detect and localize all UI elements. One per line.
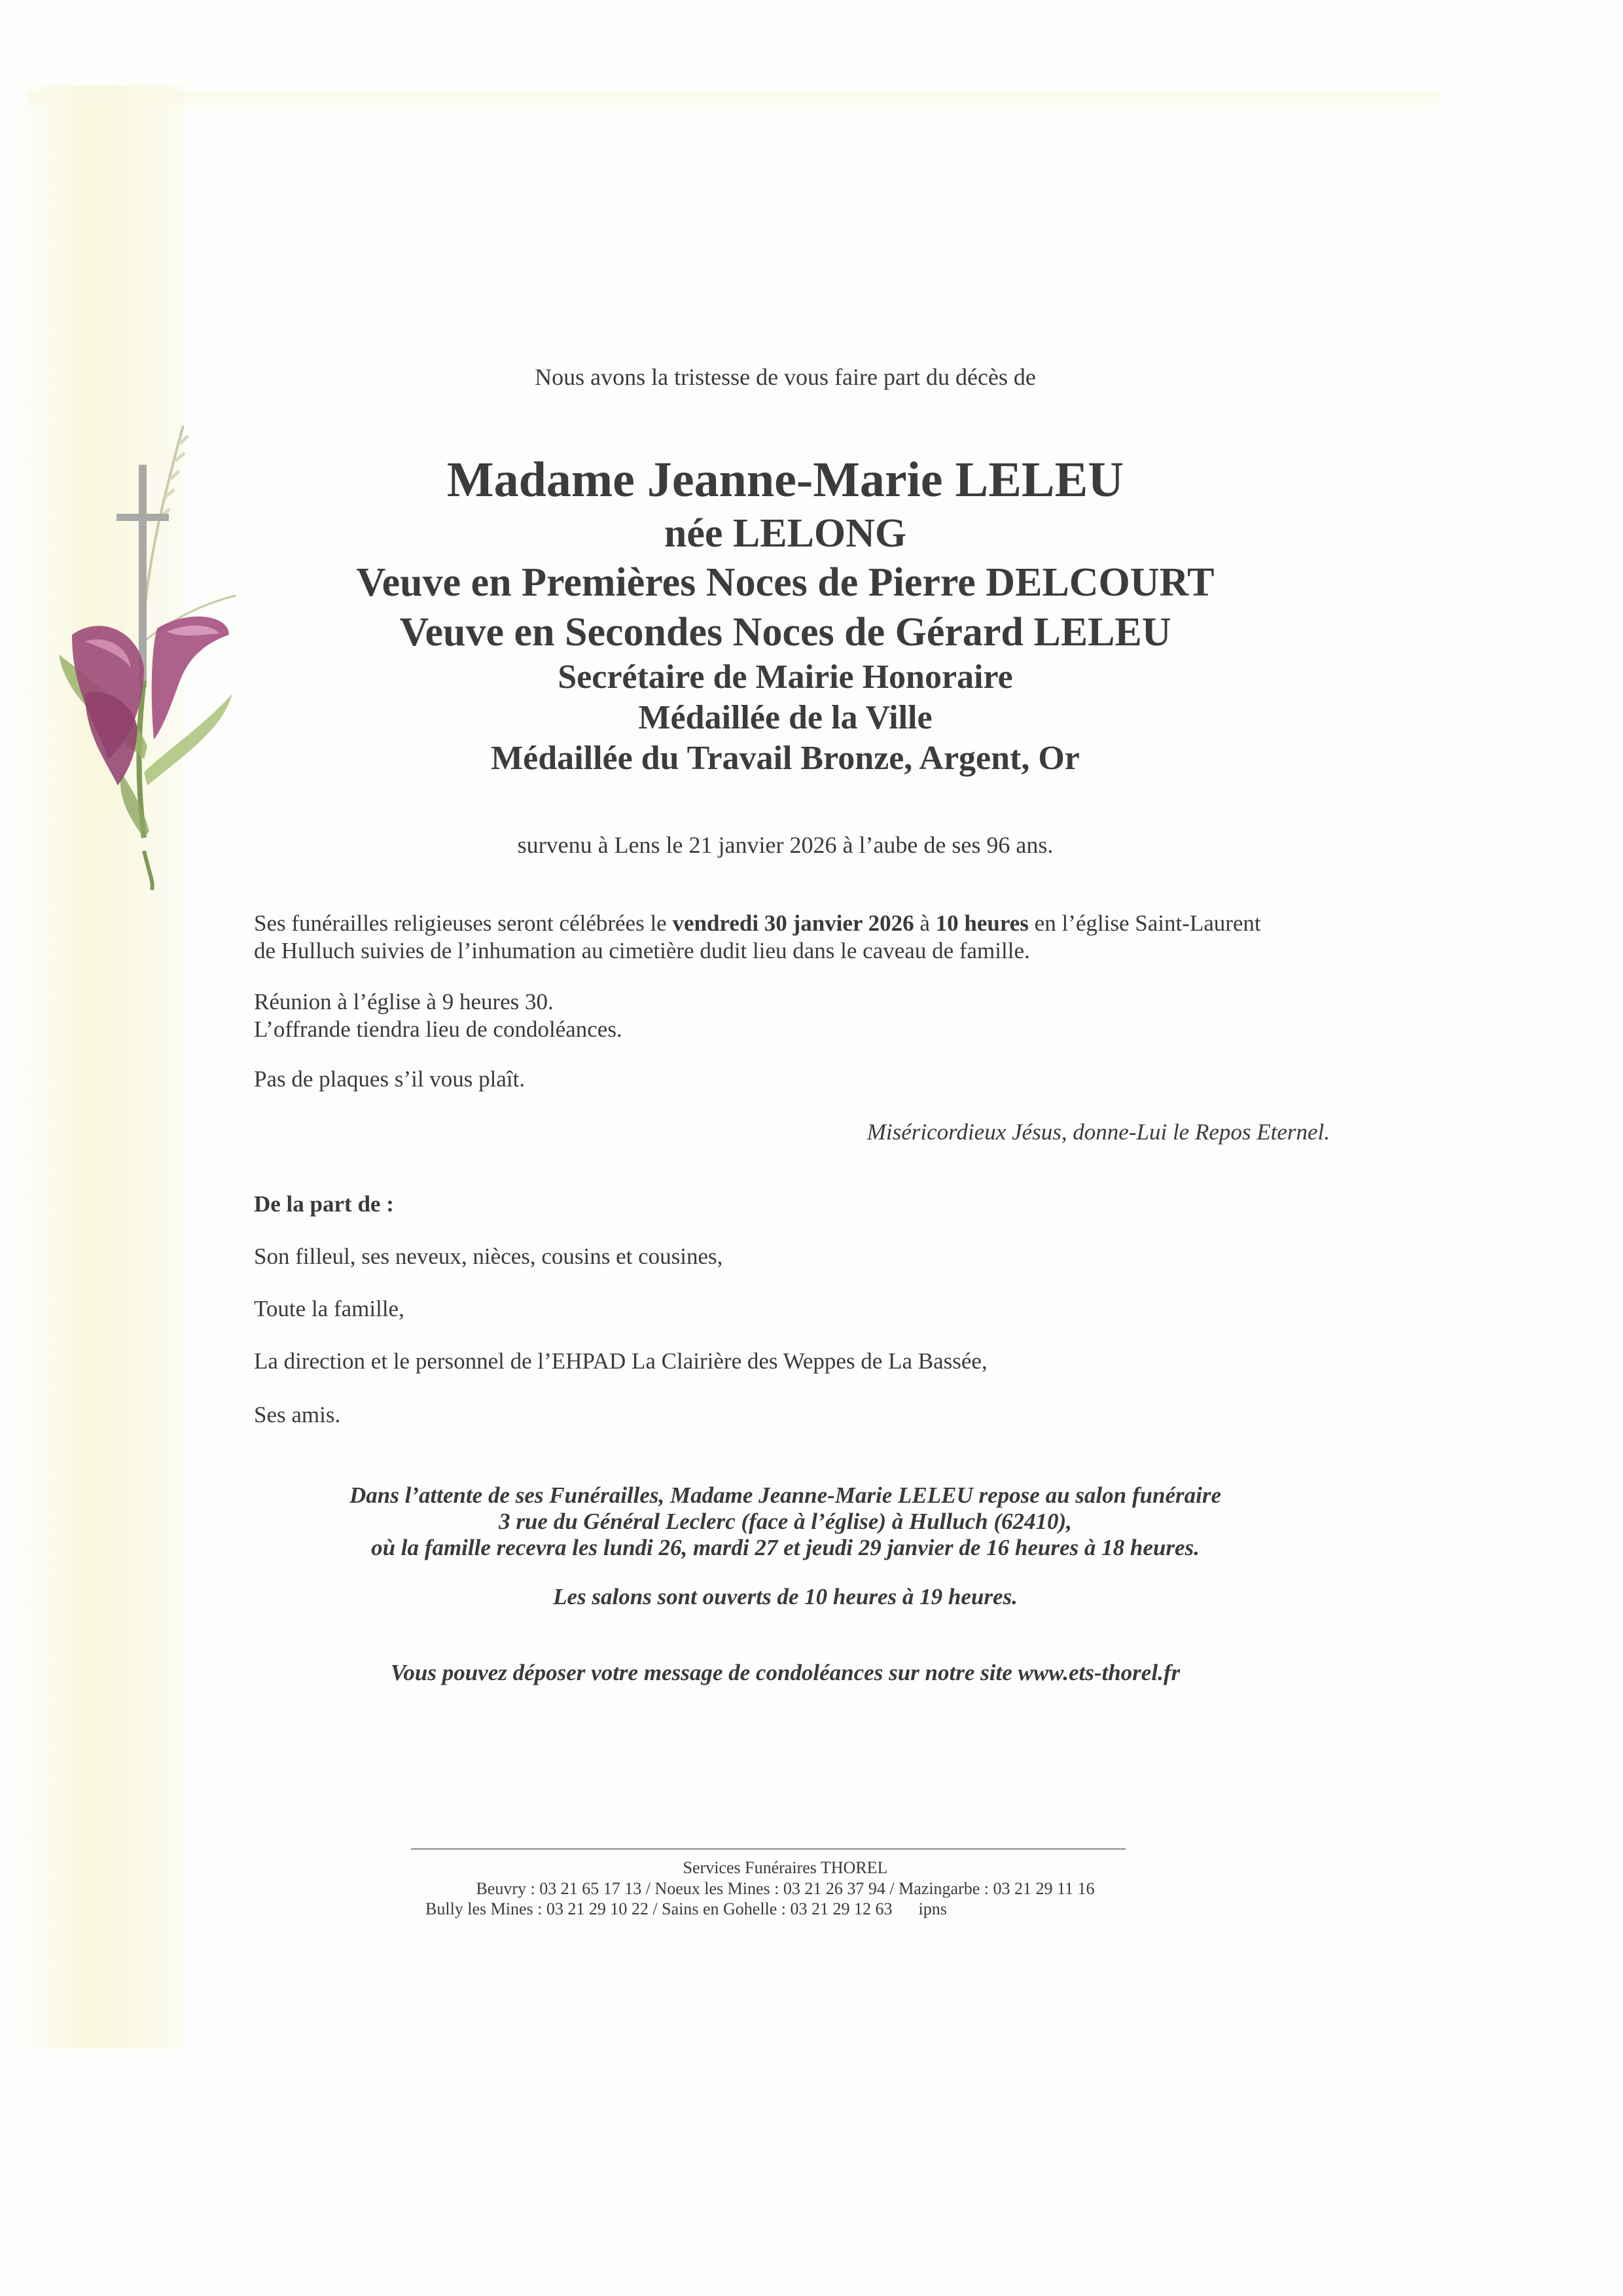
deceased-name: Madame Jeanne-Marie LELEU: [446, 452, 1124, 507]
prayer-line: Miséricordieux Jésus, donne-Lui le Repos Eternel.: [866, 1119, 1330, 1145]
salon-notice: [0, 1482, 1571, 1561]
decorative-top-band: [26, 92, 1440, 111]
meeting-paragraph: [254, 988, 1340, 1043]
from-title: De la part de :: [254, 1191, 394, 1217]
phone-line-2: Bully les Mines : 03 21 29 10 22 / Sains en Gohelle : 03 21 29 12 63: [425, 1899, 893, 1918]
offering-note: L’offrande tiendra lieu de condoléances.: [254, 1016, 622, 1042]
from-line: Toute la famille,: [254, 1296, 404, 1321]
footer-code: ipns: [918, 1899, 947, 1918]
honor-work-medal: Médaillée du Travail Bronze, Argent, Or: [491, 740, 1080, 777]
footer-divider: [411, 1848, 1126, 1850]
funeral-date: vendredi 30 janvier 2026: [672, 910, 914, 936]
company-name: Services Funéraires THOREL: [683, 1858, 888, 1877]
salon-address: 3 rue du Général Leclerc (face à l’église) à Hulluch (62410),: [499, 1509, 1072, 1534]
funeral-paragraph: [254, 910, 1340, 965]
funeral-time: 10 heures: [935, 910, 1029, 936]
honor-city-medal: Médaillée de la Ville: [638, 699, 933, 736]
from-line: Son filleul, ses neveux, nièces, cousins et cousines,: [254, 1244, 723, 1269]
from-line: La direction et le personnel de l’EHPAD La Clairière des Weppes de La Bassée,: [254, 1348, 988, 1374]
no-plaques-note: Pas de plaques s’il vous plaît.: [254, 1066, 526, 1092]
salon-hours: Les salons sont ouverts de 10 heures à 19 heures.: [553, 1584, 1018, 1609]
from-line: Ses amis.: [254, 1402, 341, 1427]
maiden-name: née LELONG: [664, 511, 907, 556]
salon-visiting: où la famille recevra les lundi 26, mardi 27 et jeudi 29 janvier de 16 heures à 18 heures.: [371, 1535, 1200, 1560]
funeral-text-b: à: [914, 910, 936, 936]
intro-text: Nous avons la tristesse de vous faire part du décès de: [535, 364, 1036, 390]
salon-line-1: Dans l’attente de ses Funérailles, Madame Jeanne-Marie LELEU repose au salon funéraire: [349, 1482, 1221, 1508]
meeting-time: Réunion à l’église à 9 heures 30.: [254, 989, 554, 1014]
funeral-text-a: Ses funérailles religieuses seront célébrées le: [254, 910, 673, 936]
first-marriage: Veuve en Premières Noces de Pierre DELCOURT: [356, 560, 1215, 605]
website-note: Vous pouvez déposer votre message de condoléances sur notre site www.ets-thorel.fr: [390, 1660, 1181, 1685]
phone-line-2-row: [425, 1899, 947, 1919]
title-block: [0, 509, 1571, 779]
funeral-text-c: en l’église Saint-Laurent: [1028, 910, 1261, 936]
phone-line-1: Beuvry : 03 21 65 17 13 / Noeux les Mines : 03 21 26 37 94 / Mazingarbe : 03 21 29 11 16: [476, 1879, 1095, 1898]
funeral-text-line2: de Hulluch suivies de l’inhumation au cimetière dudit lieu dans le caveau de famille.: [254, 938, 1030, 963]
death-details: survenu à Lens le 21 janvier 2026 à l’aube de ses 96 ans.: [517, 832, 1054, 858]
honor-secretary: Secrétaire de Mairie Honoraire: [558, 658, 1013, 696]
second-marriage: Veuve en Secondes Noces de Gérard LELEU: [399, 610, 1171, 655]
